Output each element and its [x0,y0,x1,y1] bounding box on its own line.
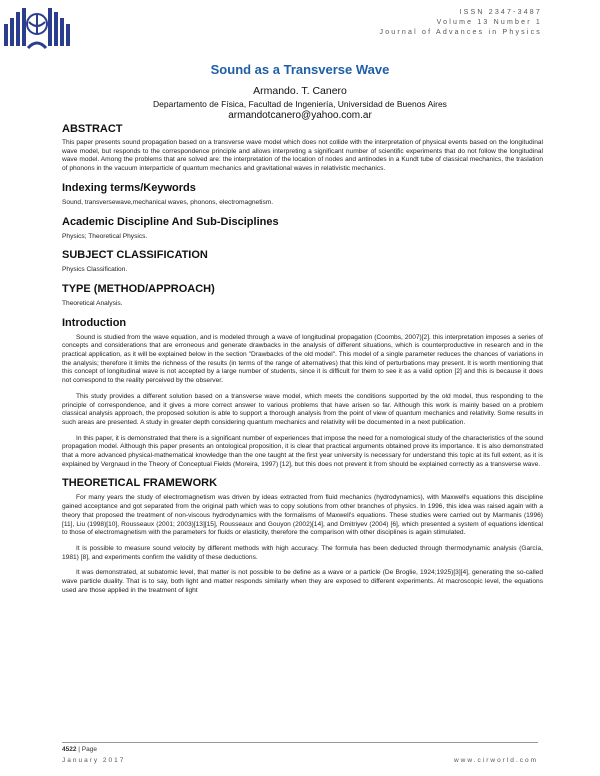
issue-date: January 2017 [62,757,126,764]
page-label: | Page [78,746,97,753]
abstract-heading: ABSTRACT [62,123,123,135]
journal-name: Journal of Advances in Physics [379,29,542,36]
framework-paragraph-3: It was demonstrated, at subatomic level, that matter is not possible to be define as a wave or a particle (De Broglie, 1924;1925)[3][4], generating the so-called wave particle duality. That is to say, both light and matter responds similarly when they are exposed to different experiments. At macroscopic level, the equations used are those applied in the treatment of light [62,569,543,594]
framework-heading: THEORETICAL FRAMEWORK [62,477,218,490]
framework-paragraph-1: For many years the study of electromagnetism was driven by ideas extracted from fluid mechanics (hydrodynamics), with Maxwell's equations this discipline gained acceptance and got separated from the original path which was to copy solutions from other branches of physics. In 1996, this idea was raised again with a theory that proposed the treatment of non-viscous hydrodynamics with the formalisms of Maxwell's equations. These studies were carried out by Marmanis (1996) [11], Liu (1998)[10], Rousseaux (2001; 2003)[13][15], Rousseaux and Gouyon (2002)[14], and Dmitriyev (2004) [6], which presented a system of equations identical to those of electromagnetism with the parameters for fluids or elasticity, therefore the comparison with other disciplines is again stimulated. [62,494,543,537]
paper-body [62,121,543,596]
intro-paragraph-1: Sound is studied from the wave equation, and is modeled through a wave of longitudinal propagation (Coombs, 2007)[2]. this interpretation imposes a series of concepts and considerations that are erroneous and generate drawbacks in the analysis of different situations, which is counterproductive in research and in the practical application, as it will be explained below in the section "Drawbacks of the old model". This model of a single parameter reduces the chances of variations in the analysis; therefore it limits the richness of the results (in terms of the range of alternatives) that this kind of perturbations may present. It is worth mentioning that this concept of longitudinal wave is not accepted by a large number of students, since it is difficult for them to see it as a valid option [2] and this is because it does not correspond to the reality perceived by the observer. [62,333,543,385]
type-text: Theoretical Analysis. [62,299,123,307]
keywords-text: Sound, transversewave,mechanical waves, phonons, electromagnetism. [62,198,274,206]
keywords-heading: Indexing terms/Keywords [62,181,196,194]
classification-heading: SUBJECT CLASSIFICATION [62,249,208,262]
journal-header [380,8,543,38]
paper-title: Sound as a Transverse Wave [210,62,390,77]
author-affiliation: Departamento de Física, Facultad de Ingeniería, Universidad de Buenos Aires [153,99,447,109]
page-number: 4522 [62,746,77,753]
type-heading: TYPE (METHOD/APPROACH) [62,282,215,295]
classification-text: Physics Classification. [62,266,128,274]
discipline-heading: Academic Discipline And Sub-Disciplines [62,215,279,228]
journal-website[interactable]: www.cirworld.com [453,757,538,764]
framework-paragraph-2: It is possible to measure sound velocity by different methods with high accuracy. The formula has been deducted through thermodynamic analysis (García, 1981) [8], and experiments confirm the validity of these deductions. [62,544,543,561]
author-email[interactable]: armandotcanero@yahoo.com.ar [228,110,372,121]
page-number-label [62,746,97,753]
discipline-text: Physics; Theoretical Physics. [62,232,148,240]
issn: ISSN 2347-3487 [459,9,542,16]
intro-paragraph-2: This study provides a different solution based on a transverse wave model, which meets the conditions supported by the old model, thus responding to the principle of correspondence, and it gives a more correct answer to various problems that have arisen so far. Although this work is mainly based on a problem classical analysis approach, the proposed solution is able to support a thorough analysis from the point of view of quantum mechanics and relativity. Some results in such areas are presented. A study in greater depth considering quantum mechanics and relativity will be documented in a next publication. [62,392,543,426]
footer-divider [62,742,538,743]
volume-number: Volume 13 Number 1 [436,19,542,26]
intro-paragraph-3: In this paper, it is demonstrated that there is a significant number of experiences that impose the need for a nomological study of the characteristics of the sound propagation model. Although this paper presents an ontological proposition, it is clear that practical arguments obtained prove its importance. It is also demonstrated that a more advanced physical-mathematical knowledge than the one taught at the first year university is necessary for understand this topic at its full extent, as it is explained by Vergnaud in the Theory of Conceptual Fields (Moreira, 1997) [12], but this does not prevent it from should be explained correctly as a transverse wave. [62,434,543,468]
introduction-heading: Introduction [62,316,127,329]
author-name: Armando. T. Canero [253,85,347,97]
abstract-text: This paper presents sound propagation based on a transverse wave model which does not collide with the interpretation of physical events based on the longitudinal wave model, but responds to the correspondence principle and allows interpreting a significant number of scientific experiments that do not follow the longitudinal wave model. Among the problems that are solved are: the interpretation of the location of nodes and antinodes in a Kundt tube of classical mechanics, the traslation of phonons in the vacuum interparticle of quantum mechanics and gravitational waves in relativistic mechanics. [62,139,543,173]
journal-logo [2,2,72,54]
